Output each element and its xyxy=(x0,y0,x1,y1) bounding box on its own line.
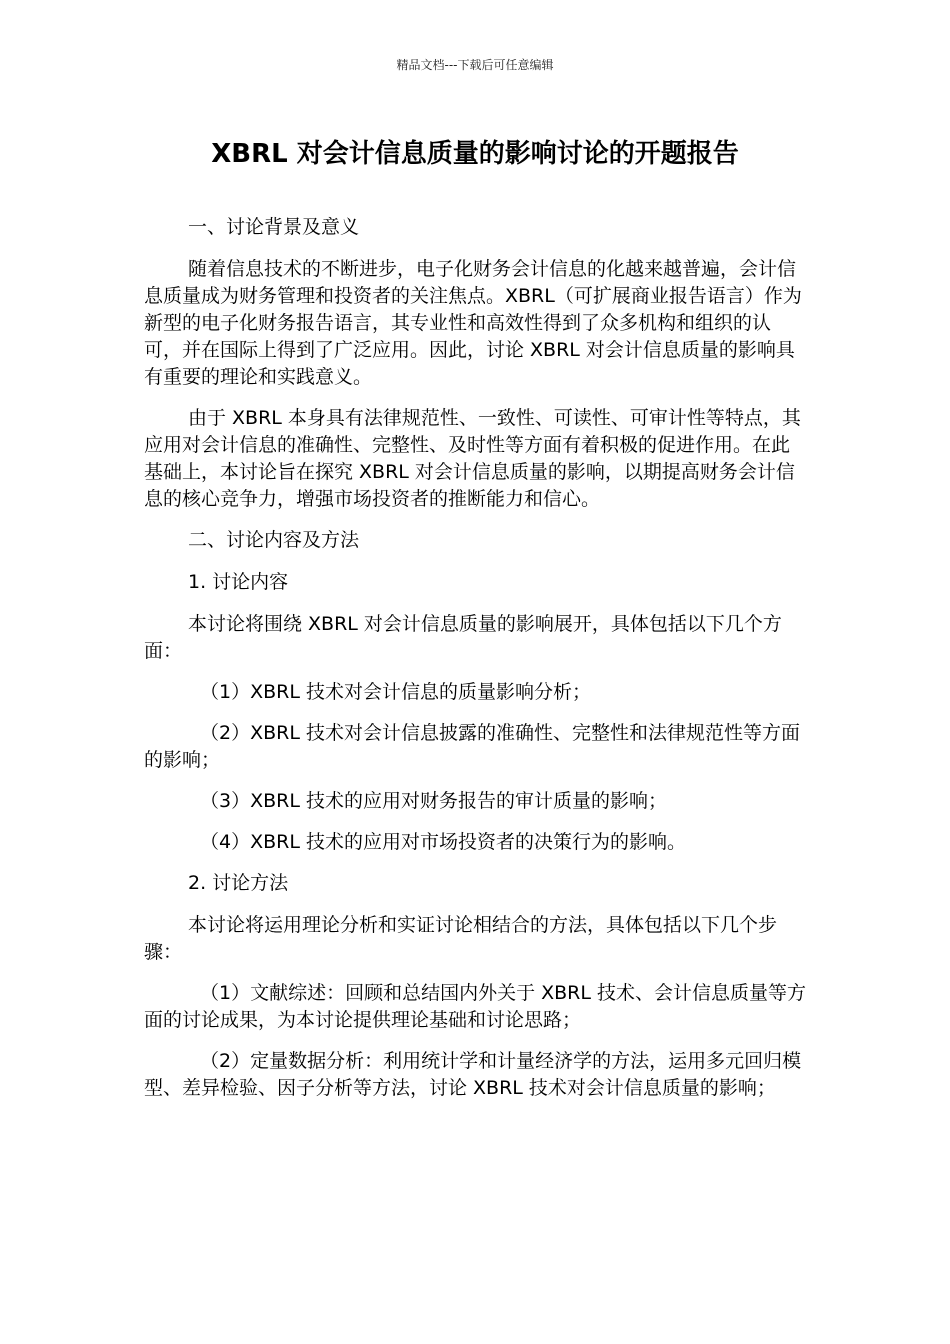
page-header: 精品文档---下载后可任意编辑 xyxy=(396,58,554,72)
list-item-content-3: （3）XBRL 技术的应用对财务报告的审计质量的影响； xyxy=(200,790,667,812)
list-item-content-1: （1）XBRL 技术对会计信息的质量影响分析； xyxy=(200,681,591,703)
paragraph-background-1: 随着信息技术的不断进步，电子化财务会计信息的化越来越普遍，会计信息质量成为财务管理和投资者的关注焦点。XBRL（可扩展商业报告语言）作为新型的电子化财务报告语言，其专业性和高效性得到了众多机构和组织的认可，并在国际上得到了广泛应用。因此，讨论 XBRL 对会计信息质量的影响具有重要的理论和实践意义。 xyxy=(144,258,802,388)
list-item-content-4: （4）XBRL 技术的应用对市场投资者的决策行为的影响。 xyxy=(200,831,686,853)
paragraph-content-intro: 本讨论将围绕 XBRL 对会计信息质量的影响展开，具体包括以下几个方面： xyxy=(144,613,782,662)
paragraph-background-2: 由于 XBRL 本身具有法律规范性、一致性、可读性、可审计性等特点，其应用对会计信息的准确性、完整性、及时性等方面有着积极的促进作用。在此基础上，本讨论旨在探究 XBRL 对会计信息质量的影响，以期提高财务会计信息的核心竞争力，增强市场投资者的推断能力和信心。 xyxy=(144,407,801,510)
section-heading-content-method: 二、讨论内容及方法 xyxy=(188,529,360,551)
subheading-method: 2. 讨论方法 xyxy=(188,872,289,894)
section-heading-background: 一、讨论背景及意义 xyxy=(188,216,360,238)
paragraph-method-intro: 本讨论将运用理论分析和实证讨论相结合的方法，具体包括以下几个步骤： xyxy=(144,914,778,963)
list-item-method-2: （2）定量数据分析：利用统计学和计量经济学的方法，运用多元回归模型、差异检验、因子分析等方法，讨论 XBRL 技术对会计信息质量的影响； xyxy=(144,1050,802,1099)
list-item-method-1: （1）文献综述：回顾和总结国内外关于 XBRL 技术、会计信息质量等方面的讨论成果，为本讨论提供理论基础和讨论思路； xyxy=(144,982,807,1031)
document-title: XBRL 对会计信息质量的影响讨论的开题报告 xyxy=(211,139,739,169)
list-item-content-2: （2）XBRL 技术对会计信息披露的准确性、完整性和法律规范性等方面的影响； xyxy=(144,722,800,771)
document-body xyxy=(144,214,808,1116)
subheading-content: 1. 讨论内容 xyxy=(188,571,289,593)
